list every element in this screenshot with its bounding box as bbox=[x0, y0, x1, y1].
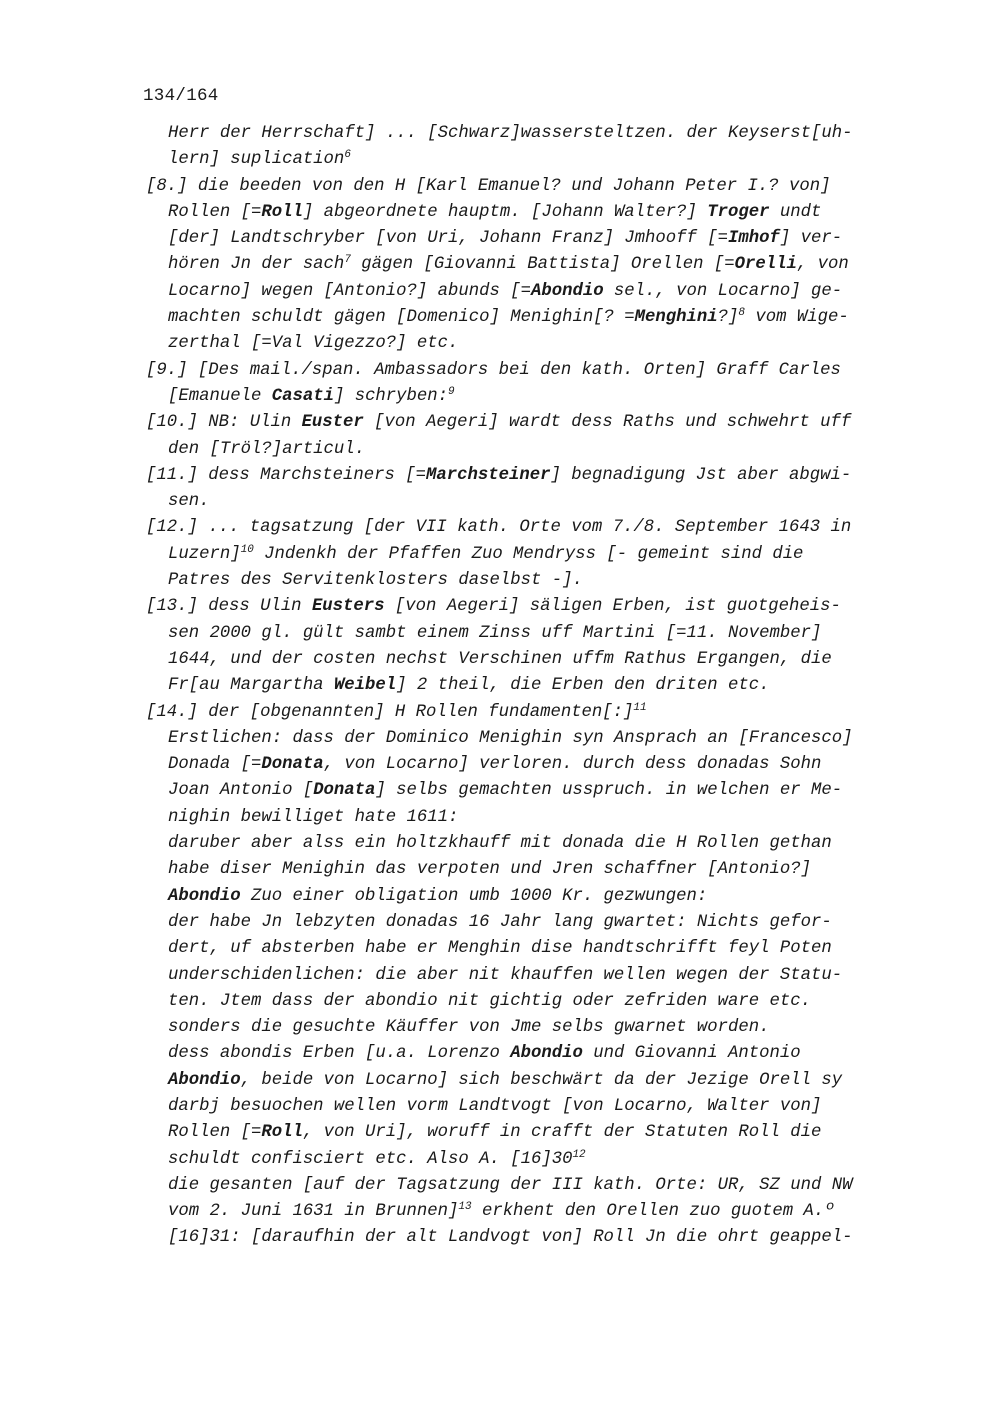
text-run: sen 2000 gl. gült sambt einem Zinss uff Martini [=11. November] bbox=[168, 623, 822, 643]
bold-name: Marchsteiner bbox=[426, 465, 551, 485]
bold-name: Abondio bbox=[510, 1044, 583, 1064]
text-line bbox=[146, 252, 906, 278]
text-run: den [Tröl?]articul. bbox=[168, 439, 366, 459]
text-run: [16]31: [daraufhin der alt Landvogt von] Roll Jn die ohrt geappel- bbox=[168, 1228, 853, 1248]
text-run: Donada [= bbox=[168, 755, 262, 775]
document-body bbox=[146, 121, 906, 1252]
text-run: und Giovanni Antonio bbox=[582, 1044, 801, 1064]
text-line bbox=[146, 358, 906, 384]
text-run: ] 2 theil, die Erben den driten etc. bbox=[396, 676, 770, 696]
text-run: 1644, und der costen nechst Verschinen uffm Rathus Ergangen, die bbox=[168, 649, 832, 669]
text-run: Locarno] wegen [Antonio?] abunds [= bbox=[168, 281, 531, 301]
text-line bbox=[146, 752, 906, 778]
text-line bbox=[146, 463, 906, 489]
text-run: die gesanten [auf der Tagsatzung der III kath. Orte: UR, SZ und NW bbox=[168, 1175, 853, 1195]
text-run: darbj besuochen wellen vorm Landtvogt [von Locarno, Walter von] bbox=[168, 1096, 822, 1116]
text-line bbox=[146, 884, 906, 910]
text-run: , von Uri], woruff in crafft der Statuten Roll die bbox=[302, 1123, 822, 1143]
text-run: ] abgeordnete hauptm. [Johann Walter?] bbox=[302, 202, 708, 222]
bold-name: Eusters bbox=[311, 597, 385, 617]
text-line bbox=[146, 647, 906, 673]
text-run: schuldt confisciert etc. Also A. [16]30 bbox=[168, 1149, 573, 1169]
text-run: [der] Landtschryber [von Uri, Johann Franz] Jmhooff [= bbox=[168, 229, 729, 249]
page-number: 134/164 bbox=[143, 86, 219, 106]
footnote-ref: 10 bbox=[240, 543, 254, 556]
text-run: dess abondis Erben [u.a. Lorenzo bbox=[168, 1044, 511, 1064]
bold-name: Imhof bbox=[728, 229, 780, 249]
text-line bbox=[146, 489, 906, 515]
text-run: ] ver- bbox=[779, 229, 843, 249]
bold-name: Roll bbox=[261, 202, 303, 222]
bold-name: Weibel bbox=[333, 676, 397, 696]
text-run: gägen [Giovanni Battista] Orellen [= bbox=[350, 255, 735, 275]
footnote-ref: 8 bbox=[738, 307, 745, 320]
text-run: hören Jn der sach bbox=[168, 255, 345, 275]
text-line bbox=[146, 384, 906, 410]
text-run: lern] suplication bbox=[168, 150, 345, 170]
text-run: erkhent den Orellen zuo guotem A.º bbox=[471, 1202, 835, 1222]
text-run: Joan Antonio [ bbox=[168, 781, 314, 801]
text-run: [von Aegeri] säligen Erben, ist guotgeheis- bbox=[384, 597, 841, 617]
text-run: Patres des Servitenklosters daselbst -]. bbox=[168, 571, 583, 591]
footnote-ref: 7 bbox=[344, 254, 351, 267]
bold-name: Menghini bbox=[634, 308, 718, 328]
bold-name: Abondio bbox=[168, 1070, 241, 1090]
text-line bbox=[146, 437, 906, 463]
text-line bbox=[146, 568, 906, 594]
footnote-ref: 6 bbox=[344, 149, 351, 162]
text-line bbox=[146, 1147, 906, 1173]
text-line bbox=[146, 174, 906, 200]
text-run: [13.] dess Ulin bbox=[146, 597, 312, 617]
bold-name: Euster bbox=[301, 413, 364, 433]
bold-name: Donata bbox=[313, 781, 376, 801]
text-line bbox=[146, 1041, 906, 1067]
text-run: [11.] dess Marchsteiners [= bbox=[146, 465, 427, 485]
text-line bbox=[146, 805, 906, 831]
text-run: Jndenkh der Pfaffen Zuo Mendryss [- gemeint sind die bbox=[253, 544, 804, 564]
text-line bbox=[146, 1068, 906, 1094]
text-run: [8.] die beeden von den H [Karl Emanuel? und Johann Peter I.? von] bbox=[146, 176, 831, 196]
text-run: sonders die gesuchte Käuffer von Jme selbs gwarnet worden. bbox=[168, 1018, 770, 1038]
text-run: ] begnadigung Jst aber abgwi- bbox=[550, 465, 852, 485]
text-run: daruber aber alss ein holtzkhauff mit donada die H Rollen gethan bbox=[168, 834, 832, 854]
text-run: Luzern] bbox=[168, 544, 241, 564]
bold-name: Abondio bbox=[168, 886, 241, 906]
text-line bbox=[146, 989, 906, 1015]
text-line bbox=[146, 594, 906, 620]
text-line bbox=[146, 1120, 906, 1146]
text-line bbox=[146, 279, 906, 305]
text-line bbox=[146, 121, 906, 147]
text-run: undt bbox=[769, 202, 822, 222]
text-run: ] selbs gemachten usspruch. in welchen er Me- bbox=[375, 781, 843, 801]
text-run: Zuo einer obligation umb 1000 Kr. gezwungen: bbox=[240, 886, 708, 906]
text-line bbox=[146, 700, 906, 726]
text-run: sel., von Locarno] ge- bbox=[603, 281, 843, 301]
text-run: , von Locarno] verloren. durch dess donadas Sohn bbox=[323, 755, 822, 775]
text-run: Rollen [= bbox=[168, 1123, 262, 1143]
text-line bbox=[146, 910, 906, 936]
bold-name: Orelli bbox=[734, 255, 797, 275]
text-run: [14.] der [obgenannten] H Rollen fundamenten[:] bbox=[146, 702, 634, 722]
text-run: ?] bbox=[717, 308, 739, 328]
text-line bbox=[146, 331, 906, 357]
text-line bbox=[146, 1094, 906, 1120]
bold-name: Troger bbox=[707, 202, 770, 222]
text-run: [9.] [Des mail./span. Ambassadors bei den kath. Orten] Graff Carles bbox=[146, 360, 841, 380]
text-line bbox=[146, 1225, 906, 1251]
text-line bbox=[146, 936, 906, 962]
text-run: Herr der Herrschaft] ... [Schwarz]wassersteltzen. der Keyserst[uh- bbox=[168, 124, 853, 143]
bold-name: Donata bbox=[261, 755, 324, 775]
text-line bbox=[146, 621, 906, 647]
text-line bbox=[146, 226, 906, 252]
text-line bbox=[146, 963, 906, 989]
text-run: Fr[au Margartha bbox=[168, 676, 334, 696]
text-run: vom Wige- bbox=[745, 308, 849, 328]
text-line bbox=[146, 778, 906, 804]
text-run: Erstlichen: dass der Dominico Menighin syn Ansprach an [Francesco] bbox=[168, 728, 853, 748]
text-run: machten schuldt gägen [Domenico] Menighin[? = bbox=[168, 308, 635, 328]
text-run: der habe Jn lebzyten donadas 16 Jahr lang gwartet: Nichts gefor- bbox=[168, 912, 832, 932]
text-line bbox=[146, 147, 906, 173]
text-run: dert, uf absterben habe er Menghin dise handtschrifft feyl Poten bbox=[168, 939, 832, 959]
text-line bbox=[146, 1015, 906, 1041]
text-run: [10.] NB: Ulin bbox=[146, 413, 302, 433]
text-run: , von bbox=[796, 255, 849, 275]
text-line bbox=[146, 673, 906, 699]
text-run: nighin bewilliget hate 1611: bbox=[168, 807, 459, 827]
text-line bbox=[146, 515, 906, 541]
bold-name: Abondio bbox=[530, 281, 604, 301]
text-run: ] schryben: bbox=[333, 386, 449, 406]
text-line bbox=[146, 831, 906, 857]
text-line bbox=[146, 305, 906, 331]
footnote-ref: 12 bbox=[572, 1148, 586, 1161]
footnote-ref: 11 bbox=[633, 701, 647, 714]
text-run: [12.] ... tagsatzung [der VII kath. Orte vom 7./8. September 1643 in bbox=[146, 518, 852, 538]
text-run: Rollen [= bbox=[168, 202, 262, 222]
bold-name: Roll bbox=[261, 1123, 303, 1143]
text-run: , beide von Locarno] sich beschwärt da der Jezige Orell sy bbox=[240, 1070, 843, 1090]
text-line bbox=[146, 200, 906, 226]
text-run: underschidenlichen: die aber nit khauffen wellen wegen der Statu- bbox=[168, 965, 843, 985]
text-run: zerthal [=Val Vigezzo?] etc. bbox=[168, 334, 459, 354]
text-run: vom 2. Juni 1631 in Brunnen] bbox=[168, 1202, 459, 1222]
footnote-ref: 13 bbox=[458, 1201, 472, 1214]
text-line bbox=[146, 857, 906, 883]
text-run: [Emanuele bbox=[168, 386, 272, 406]
text-line bbox=[146, 542, 906, 568]
text-line bbox=[146, 1173, 906, 1199]
text-run: [von Aegeri] wardt dess Raths und schwehrt uff bbox=[363, 413, 852, 433]
text-run: ten. Jtem dass der abondio nit gichtig oder zefriden ware etc. bbox=[168, 991, 811, 1011]
text-run: sen. bbox=[168, 492, 210, 512]
text-run: habe diser Menighin das verpoten und Jren schaffner [Antonio?] bbox=[168, 860, 811, 880]
text-line bbox=[146, 410, 906, 436]
bold-name: Casati bbox=[271, 386, 334, 406]
footnote-ref: 9 bbox=[448, 385, 455, 398]
text-line bbox=[146, 726, 906, 752]
text-line bbox=[146, 1199, 906, 1225]
